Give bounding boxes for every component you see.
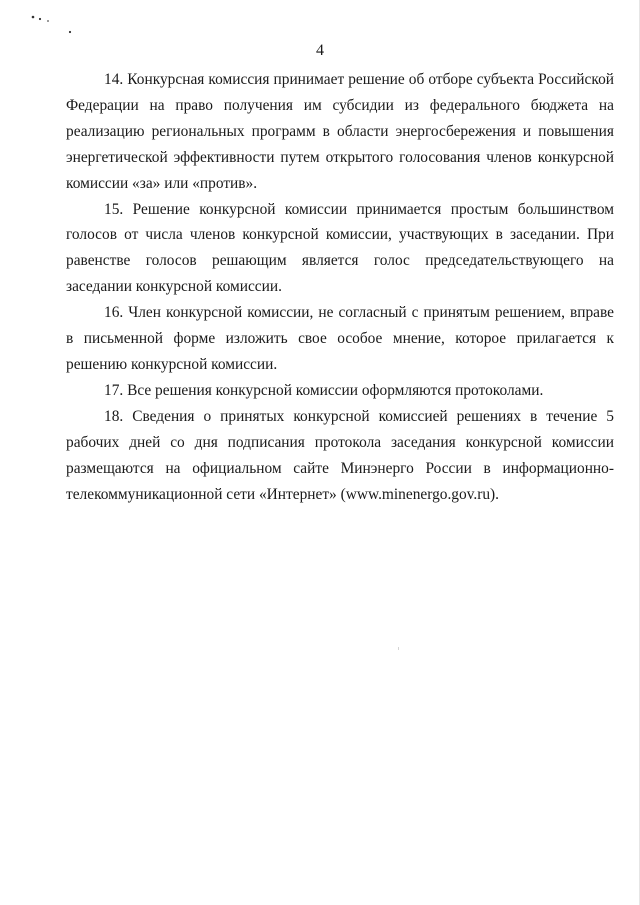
- scan-speck: [398, 647, 399, 650]
- paragraph-14: 14. Конкурсная комиссия принимает решение об отборе субъекта Российской Федерации на право получения им субсидии из федерального бюджета на реализацию региональных программ в области энергосбережения и повышения энергетической эффективности путем открытого голосования членов конкурсной комиссии «за» или «против».: [66, 71, 614, 192]
- scan-speck: [69, 31, 71, 33]
- paragraph-18: 18. Сведения о принятых конкурсной комиссией решениях в течение 5 рабочих дней со дня подписания протокола заседания конкурсной комиссии размещаются на официальном сайте Минэнерго России в информационно-телекоммуникационной сети «Интернет» (www.minenergo.gov.ru).: [66, 407, 614, 503]
- scan-speck: [39, 18, 41, 20]
- paragraph-16: 16. Член конкурсной комиссии, не согласный с принятым решением, вправе в письменной форме изложить свое особое мнение, которое прилагается к решению конкурсной комиссии.: [66, 304, 614, 373]
- scan-speck: [47, 20, 49, 22]
- document-body: [66, 67, 614, 507]
- paragraph-15: 15. Решение конкурсной комиссии принимается простым большинством голосов от числа членов конкурсной комиссии, участвующих в заседании. При равенстве голосов решающим является голос председательствующего на заседании конкурсной комиссии.: [66, 200, 614, 296]
- paragraph-17: 17. Все решения конкурсной комиссии оформляются протоколами.: [104, 381, 544, 399]
- page-number: 4: [316, 42, 324, 59]
- scan-artifact-marks: [30, 12, 80, 42]
- scan-speck: [32, 16, 35, 19]
